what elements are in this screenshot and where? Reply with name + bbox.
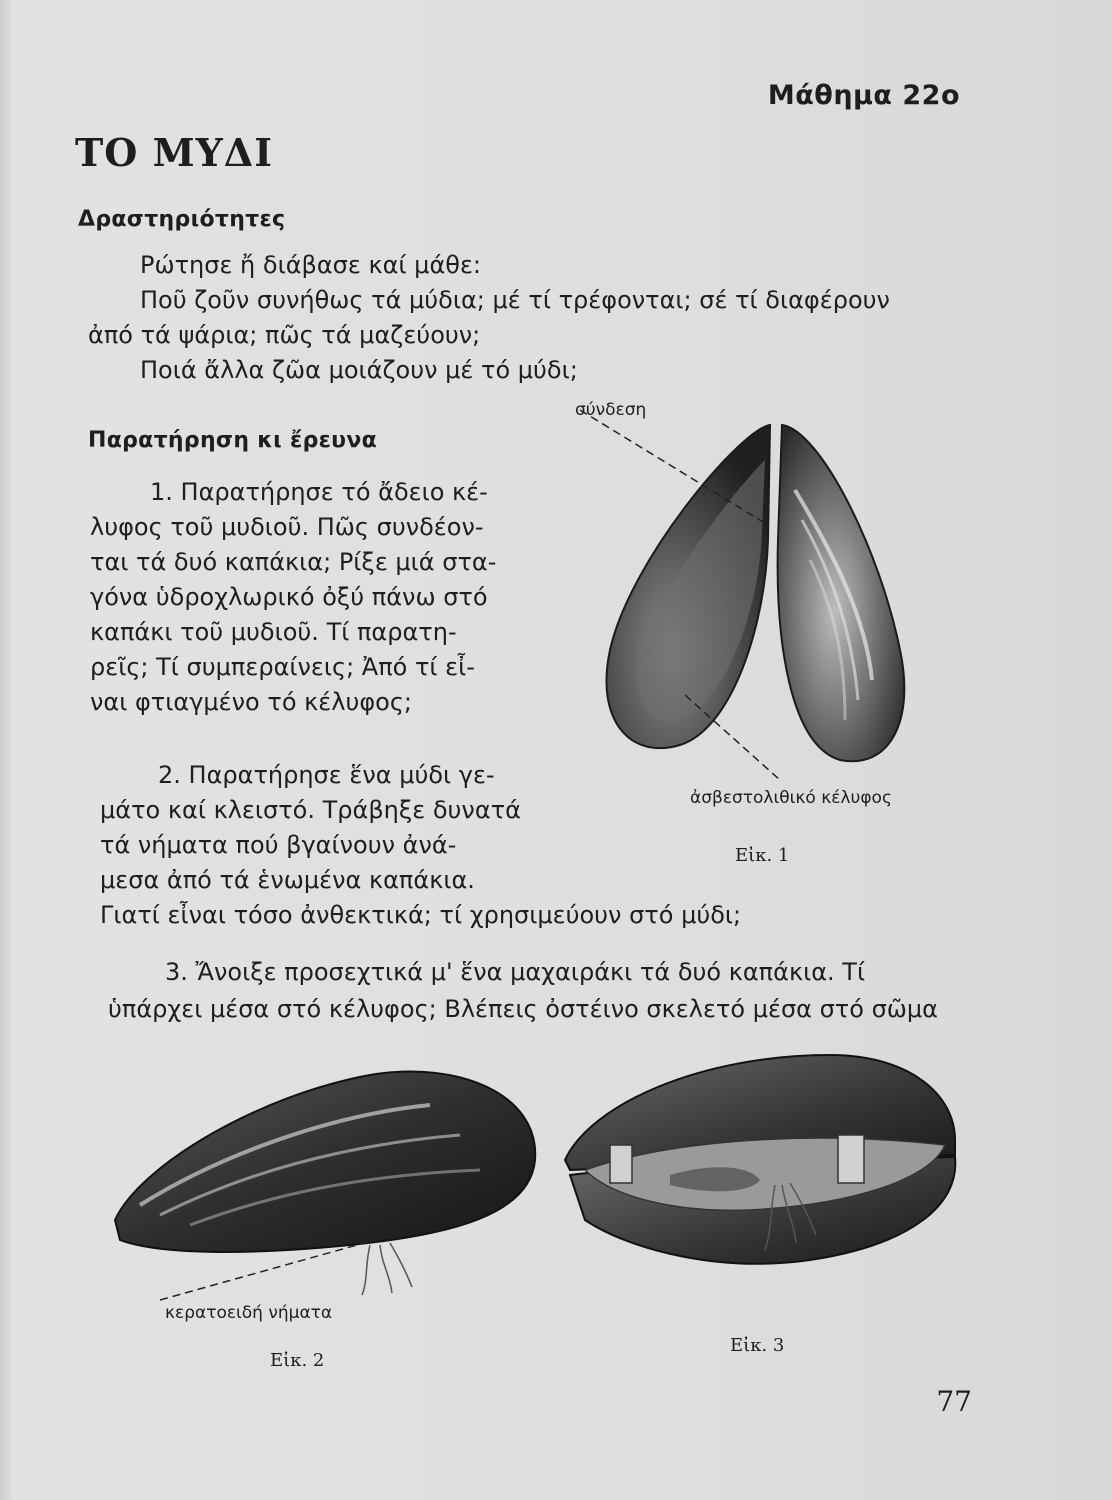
activities-line: ἀπό τά ψάρια; πῶς τά μαζεύουν; bbox=[88, 321, 481, 349]
observation-heading: Παρατήρηση κι ἔρευνα bbox=[88, 428, 378, 453]
item1-line: καπάκι τοῦ μυδιοῦ. Τί παρατη- bbox=[90, 618, 457, 646]
figure-2-caption: Εἰκ. 2 bbox=[270, 1350, 325, 1371]
label-byssus-threads: κερατοειδή νήματα bbox=[165, 1303, 333, 1323]
figure-1-caption: Εἰκ. 1 bbox=[735, 845, 790, 866]
item1-line: 1. Παρατήρησε τό ἄδειο κέ- bbox=[150, 478, 488, 506]
item2-line: τά νήματα πού βγαίνουν ἀνά- bbox=[100, 831, 457, 859]
item1-line: ρεῖς; Τί συμπεραίνεις; Ἀπό τί εἶ- bbox=[90, 653, 475, 681]
page-number: 77 bbox=[936, 1385, 972, 1418]
closed-mussel-illustration bbox=[100, 1055, 550, 1315]
figure-3-caption: Εἰκ. 3 bbox=[730, 1335, 785, 1356]
item1-line: γόνα ὑδροχλωρικό ὀξύ πάνω στό bbox=[90, 583, 488, 611]
opened-mussel-interior-illustration bbox=[550, 1045, 970, 1325]
item2-line: μεσα ἀπό τά ἑνωμένα καπάκια. bbox=[100, 866, 475, 894]
label-calcareous-shell: ἀσβεστολιθικό κέλυφος bbox=[690, 788, 892, 808]
label-connection: σύνδεση bbox=[575, 400, 647, 420]
activities-line: Ποῦ ζοῦν συνήθως τά μύδια; μέ τί τρέφονται; σέ τί διαφέρουν bbox=[140, 286, 890, 314]
lesson-number: Μάθημα 22ο bbox=[767, 80, 960, 111]
item2-line: 2. Παρατήρησε ἕνα μύδι γε- bbox=[158, 761, 495, 789]
activities-line: Ποιά ἄλλα ζῶα μοιάζουν μέ τό μύδι; bbox=[140, 356, 578, 384]
page-title: ΤΟ ΜΥΔΙ bbox=[75, 130, 274, 175]
item1-line: ται τά δυό καπάκια; Ρίξε μιά στα- bbox=[90, 548, 497, 576]
activities-heading: Δραστηριότητες bbox=[78, 207, 286, 232]
item3-line: 3. Ἄνοιξε προσεχτικά μ' ἕνα μαχαιράκι τά δυό καπάκια. Τί bbox=[165, 958, 866, 986]
item1-line: ναι φτιαγμένο τό κέλυφος; bbox=[90, 688, 413, 716]
item2-line: μάτο καί κλειστό. Τράβηξε δυνατά bbox=[100, 796, 521, 824]
item1-line: λυφος τοῦ μυδιοῦ. Πῶς συνδέον- bbox=[90, 513, 484, 541]
item3-line: ὑπάρχει μέσα στό κέλυφος; Βλέπεις ὀστέινο σκελετό μέσα στό σῶμα bbox=[108, 995, 938, 1023]
item2-line: Γιατί εἶναι τόσο ἀνθεκτικά; τί χρησιμεύουν στό μύδι; bbox=[100, 901, 742, 929]
activities-line: Ρώτησε ἤ διάβασε καί μάθε: bbox=[140, 251, 482, 279]
open-mussel-illustration bbox=[590, 400, 930, 820]
